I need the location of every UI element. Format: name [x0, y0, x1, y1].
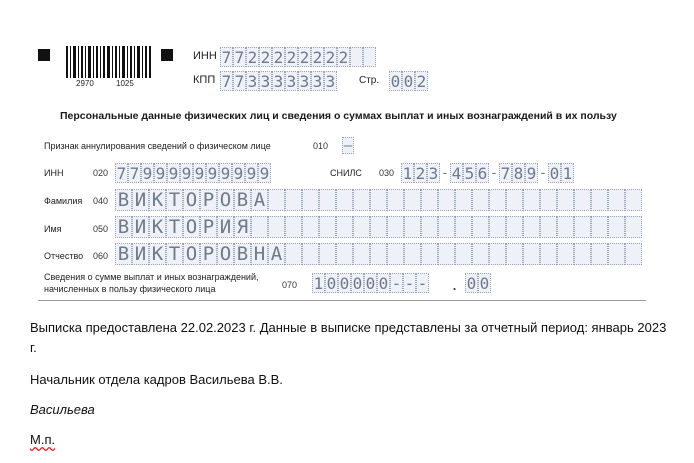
snils-separator: - — [442, 164, 448, 180]
header-inn-cell: 2 — [273, 48, 284, 67]
page-number-cell: 0 — [390, 72, 401, 91]
name-cell — [540, 216, 557, 238]
patronymic-label: Отчество — [44, 251, 84, 261]
header-kpp-cell: 7 — [234, 72, 245, 91]
name-cell — [319, 216, 336, 238]
snils-separator: - — [491, 164, 497, 180]
payments-integer-cell: 0 — [365, 274, 376, 293]
surname-cell — [608, 189, 625, 211]
patronymic-cell: Н — [251, 243, 268, 265]
person-inn-label: ИНН — [44, 168, 64, 178]
person-inn-cell: 9 — [155, 164, 166, 183]
name-cell — [336, 216, 353, 238]
patronymic-cell: И — [132, 243, 149, 265]
patronymic-cell: О — [217, 243, 234, 265]
corner-marker-right — [161, 49, 173, 61]
header-inn-cell: 2 — [286, 48, 297, 67]
patronymic-cell — [557, 243, 574, 265]
name-cell — [285, 216, 302, 238]
decimal-point: . — [452, 274, 458, 294]
payments-integer-cell: - — [404, 274, 415, 293]
header-inn-cell — [350, 47, 363, 67]
payments-decimal-cells — [465, 273, 491, 293]
annul-label: Признак аннулирования сведений о физическом лице — [44, 141, 271, 151]
snils-code: 030 — [379, 168, 395, 178]
surname-code: 040 — [93, 196, 109, 206]
name-cell: Я — [234, 216, 251, 238]
surname-cell — [404, 189, 421, 211]
snils-cell: 1 — [402, 164, 413, 183]
page-number-cell: 2 — [416, 72, 427, 91]
payments-integer-cell: 0 — [339, 274, 350, 293]
patronymic-cell — [540, 243, 557, 265]
surname-cell: Р — [200, 189, 217, 211]
surname-cell — [472, 189, 489, 211]
header-inn-cell: 2 — [312, 48, 323, 67]
patronymic-cell: В — [234, 243, 251, 265]
barcode-number-right: 1025 — [116, 79, 134, 88]
surname-cell: Т — [166, 189, 183, 211]
surname-cell — [523, 189, 540, 211]
surname-cell — [557, 189, 574, 211]
surname-label: Фамилия — [44, 196, 83, 206]
name-cell: И — [217, 216, 234, 238]
header-kpp-cell: 3 — [286, 72, 297, 91]
header-kpp-cells — [220, 71, 337, 91]
surname-cell — [421, 189, 438, 211]
header-inn-cell: 7 — [234, 48, 245, 67]
surname-cell — [625, 189, 642, 211]
surname-cell — [438, 189, 455, 211]
surname-cell — [455, 189, 472, 211]
person-inn-cell: 9 — [168, 164, 179, 183]
header-kpp-cell: 7 — [221, 72, 232, 91]
person-inn-code: 020 — [93, 168, 109, 178]
header-inn-cell: 2 — [299, 48, 310, 67]
surname-cell — [489, 189, 506, 211]
barcode-number-left: 2970 — [76, 79, 94, 88]
patronymic-cell — [489, 243, 506, 265]
snils-cell: 4 — [451, 164, 462, 183]
name-cell — [438, 216, 455, 238]
person-inn-cell: 7 — [116, 164, 127, 183]
header-kpp-cell: 3 — [299, 72, 310, 91]
payments-label-line1: Сведения о сумме выплат и иных вознаграждений, — [44, 272, 259, 282]
surname-cells — [115, 189, 642, 211]
surname-cell — [353, 189, 370, 211]
header-kpp-cell: 3 — [325, 72, 336, 91]
name-cell — [455, 216, 472, 238]
patronymic-cell — [574, 243, 591, 265]
person-inn-cell: 9 — [207, 164, 218, 183]
snils-cell: 3 — [428, 164, 439, 183]
name-cell — [370, 216, 387, 238]
patronymic-cell — [404, 243, 421, 265]
stamp-text: М.п. — [30, 432, 56, 447]
name-cell — [591, 216, 608, 238]
surname-cell — [574, 189, 591, 211]
patronymic-cell — [591, 243, 608, 265]
payments-label-line2: начисленных в пользу физического лица — [44, 284, 216, 294]
name-cells — [115, 216, 642, 238]
patronymic-cell: Т — [166, 243, 183, 265]
name-label: Имя — [44, 224, 62, 234]
header-kpp-cell: 3 — [247, 72, 258, 91]
name-cell: В — [115, 216, 132, 238]
separator-line — [38, 300, 646, 301]
person-inn-cells — [115, 163, 271, 183]
name-cell — [353, 216, 370, 238]
statement-text: Выписка предоставлена 22.02.2023 г. Данные в выписке представлены за отчетный период: январь 2023 г. — [30, 320, 667, 355]
name-cell — [574, 216, 591, 238]
name-cell — [625, 216, 642, 238]
name-cell — [489, 216, 506, 238]
snils-cell: 6 — [477, 164, 488, 183]
patronymic-cell: А — [268, 243, 285, 265]
header-inn-cell: 2 — [338, 48, 349, 67]
payments-integer-cell: 1 — [313, 274, 324, 293]
person-inn-cell: 9 — [194, 164, 205, 183]
surname-cell — [336, 189, 353, 211]
header-kpp-cell: 3 — [312, 72, 323, 91]
payments-integer-cell: 0 — [352, 274, 363, 293]
header-kpp-cell: 3 — [260, 72, 271, 91]
patronymic-cell — [370, 243, 387, 265]
surname-cell — [302, 189, 319, 211]
patronymic-cell — [387, 243, 404, 265]
patronymic-cell — [421, 243, 438, 265]
name-cell — [472, 216, 489, 238]
name-cell — [302, 216, 319, 238]
patronymic-cells — [115, 243, 642, 265]
surname-cell — [540, 189, 557, 211]
patronymic-cell — [472, 243, 489, 265]
patronymic-cell — [455, 243, 472, 265]
snils-label: СНИЛС — [330, 168, 362, 178]
patronymic-cell — [608, 243, 625, 265]
page-number-cells — [389, 71, 428, 91]
payments-integer-cell: - — [417, 274, 428, 293]
patronymic-cell: О — [183, 243, 200, 265]
patronymic-cell — [319, 243, 336, 265]
surname-cell: О — [217, 189, 234, 211]
patronymic-cell — [302, 243, 319, 265]
payments-code: 070 — [282, 280, 298, 290]
header-inn-cell: 2 — [260, 48, 271, 67]
header-inn-label: ИНН — [193, 50, 217, 62]
name-cell: Т — [166, 216, 183, 238]
surname-cell — [387, 189, 404, 211]
name-cell — [404, 216, 421, 238]
surname-cell — [591, 189, 608, 211]
snils-cell: 2 — [415, 164, 426, 183]
surname-cell: В — [234, 189, 251, 211]
annul-cells — [342, 137, 354, 154]
signature-text: Васильева — [30, 402, 95, 417]
name-cell — [251, 216, 268, 238]
patronymic-code: 060 — [93, 251, 109, 261]
snils-cell: 0 — [549, 164, 560, 183]
payments-integer-cells — [312, 273, 429, 293]
name-cell: И — [132, 216, 149, 238]
form-title: Персональные данные физических лиц и сведения о суммах выплат и иных вознаграждений в их пользу — [60, 110, 617, 122]
person-inn-cell: 7 — [129, 164, 140, 183]
snils-cell: 7 — [500, 164, 511, 183]
surname-cell: И — [132, 189, 149, 211]
snils-cell: 1 — [562, 164, 573, 183]
name-code: 050 — [93, 224, 109, 234]
snils-cell: 5 — [464, 164, 475, 183]
name-cell — [608, 216, 625, 238]
annul-cell: – — [343, 138, 353, 154]
surname-cell: К — [149, 189, 166, 211]
name-cell — [557, 216, 574, 238]
patronymic-cell — [438, 243, 455, 265]
person-inn-cell: 9 — [181, 164, 192, 183]
name-cell — [421, 216, 438, 238]
patronymic-cell — [353, 243, 370, 265]
payments-integer-cell: - — [391, 274, 402, 293]
payments-decimal-cell: 0 — [466, 274, 477, 293]
patronymic-cell: Р — [200, 243, 217, 265]
header-kpp-cell: 3 — [273, 72, 284, 91]
surname-cell: В — [115, 189, 132, 211]
payments-integer-cell: 0 — [326, 274, 337, 293]
name-cell — [506, 216, 523, 238]
surname-cell: О — [183, 189, 200, 211]
person-inn-cell: 9 — [142, 164, 153, 183]
surname-cell — [506, 189, 523, 211]
snils-cell: 8 — [513, 164, 524, 183]
person-inn-cell: 9 — [259, 164, 270, 183]
surname-cell — [319, 189, 336, 211]
name-cell: Р — [200, 216, 217, 238]
header-inn-cell: 7 — [221, 48, 232, 67]
person-inn-cell: 9 — [246, 164, 257, 183]
surname-cell: А — [251, 189, 268, 211]
header-inn-cell — [363, 47, 376, 67]
person-inn-cell: 9 — [233, 164, 244, 183]
patronymic-cell: К — [149, 243, 166, 265]
annul-code: 010 — [313, 141, 329, 151]
header-inn-cell: 2 — [325, 48, 336, 67]
header-kpp-label: КПП — [193, 74, 216, 86]
payments-decimal-cell: 0 — [479, 274, 490, 293]
patronymic-cell — [506, 243, 523, 265]
surname-cell — [285, 189, 302, 211]
patronymic-cell: В — [115, 243, 132, 265]
position-text: Начальник отдела кадров Васильева В.В. — [30, 372, 283, 387]
patronymic-cell — [625, 243, 642, 265]
patronymic-cell — [336, 243, 353, 265]
page-label: Стр. — [359, 75, 380, 86]
corner-marker-left — [38, 49, 50, 61]
payments-integer-cell: 0 — [378, 274, 389, 293]
header-inn-cells — [220, 47, 376, 67]
barcode — [64, 46, 154, 78]
person-inn-cell: 9 — [220, 164, 231, 183]
page-number-cell: 0 — [403, 72, 414, 91]
name-cell: О — [183, 216, 200, 238]
name-cell — [268, 216, 285, 238]
name-cell — [523, 216, 540, 238]
snils-separator: - — [540, 164, 546, 180]
snils-cell: 9 — [526, 164, 537, 183]
surname-cell — [370, 189, 387, 211]
surname-cell — [268, 189, 285, 211]
patronymic-cell — [285, 243, 302, 265]
snils-cells — [401, 163, 574, 183]
name-cell: К — [149, 216, 166, 238]
patronymic-cell — [523, 243, 540, 265]
header-inn-cell: 2 — [247, 48, 258, 67]
name-cell — [387, 216, 404, 238]
